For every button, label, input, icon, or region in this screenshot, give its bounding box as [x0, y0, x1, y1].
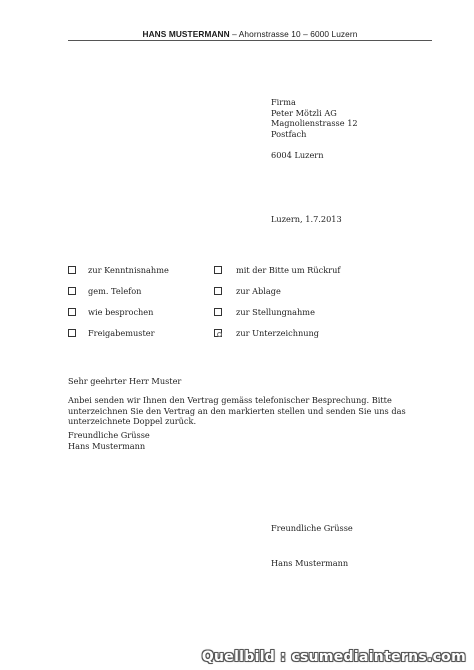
letterhead [68, 29, 432, 39]
header-divider [68, 40, 432, 41]
checkbox-label: mit der Bitte um Rückruf [236, 265, 341, 275]
recipient-line-street: Magnolienstrasse 12 [271, 118, 358, 129]
checkbox-icon[interactable] [214, 308, 222, 316]
source-watermark: Quellbild : csumediainterns.com [201, 649, 466, 665]
body-paragraph: Anbei senden wir Ihnen den Vertrag gemäss telefonischer Besprechung. Bitte unterzeichnen Sie den Vertrag an den markierten stellen und senden Sie uns das unterzeichnete Doppel zurück. [68, 395, 406, 427]
checkbox-label: zur Unterzeichnung [236, 328, 320, 338]
checkbox-row [68, 287, 408, 298]
checkbox-icon[interactable] [68, 329, 76, 337]
signature-name: Hans Mustermann [271, 558, 349, 568]
recipient-line-company: Peter Mötzli AG [271, 107, 337, 118]
closing-greeting: Freundliche Grüsse [68, 430, 150, 440]
closing-right-greeting: Freundliche Grüsse [271, 523, 353, 533]
checkbox-label: gem. Telefon [88, 286, 142, 296]
checkbox-label: Freigabemuster [88, 328, 155, 338]
recipient-line-pobox: Postfach [271, 128, 307, 139]
recipient-spacer [271, 139, 358, 150]
checkbox-row [68, 329, 408, 340]
closing-name: Hans Mustermann [68, 440, 146, 451]
checkbox-label: zur Ablage [236, 286, 281, 296]
recipient-line-city: 6004 Luzern [271, 149, 324, 160]
checkbox-label: wie besprochen [88, 307, 154, 317]
closing-left [68, 430, 150, 451]
checkbox-row [68, 308, 408, 319]
recipient-address [271, 97, 358, 161]
sender-name: HANS MUSTERMANN [142, 29, 230, 39]
checkbox-icon[interactable] [68, 308, 76, 316]
sender-address: – Ahornstrasse 10 – 6000 Luzern [232, 29, 358, 39]
letter-date: Luzern, 1.7.2013 [271, 214, 342, 224]
recipient-line-company-type: Firma [271, 97, 296, 107]
checkbox-label: zur Stellungnahme [236, 307, 315, 317]
checkbox-checked-icon[interactable] [214, 329, 222, 337]
checkbox-icon[interactable] [68, 266, 76, 274]
checkbox-icon[interactable] [68, 287, 76, 295]
checkbox-row [68, 266, 408, 277]
checkbox-icon[interactable] [214, 287, 222, 295]
checkbox-icon[interactable] [214, 266, 222, 274]
checkbox-label: zur Kenntnisnahme [88, 265, 169, 275]
salutation: Sehr geehrter Herr Muster [68, 376, 182, 386]
